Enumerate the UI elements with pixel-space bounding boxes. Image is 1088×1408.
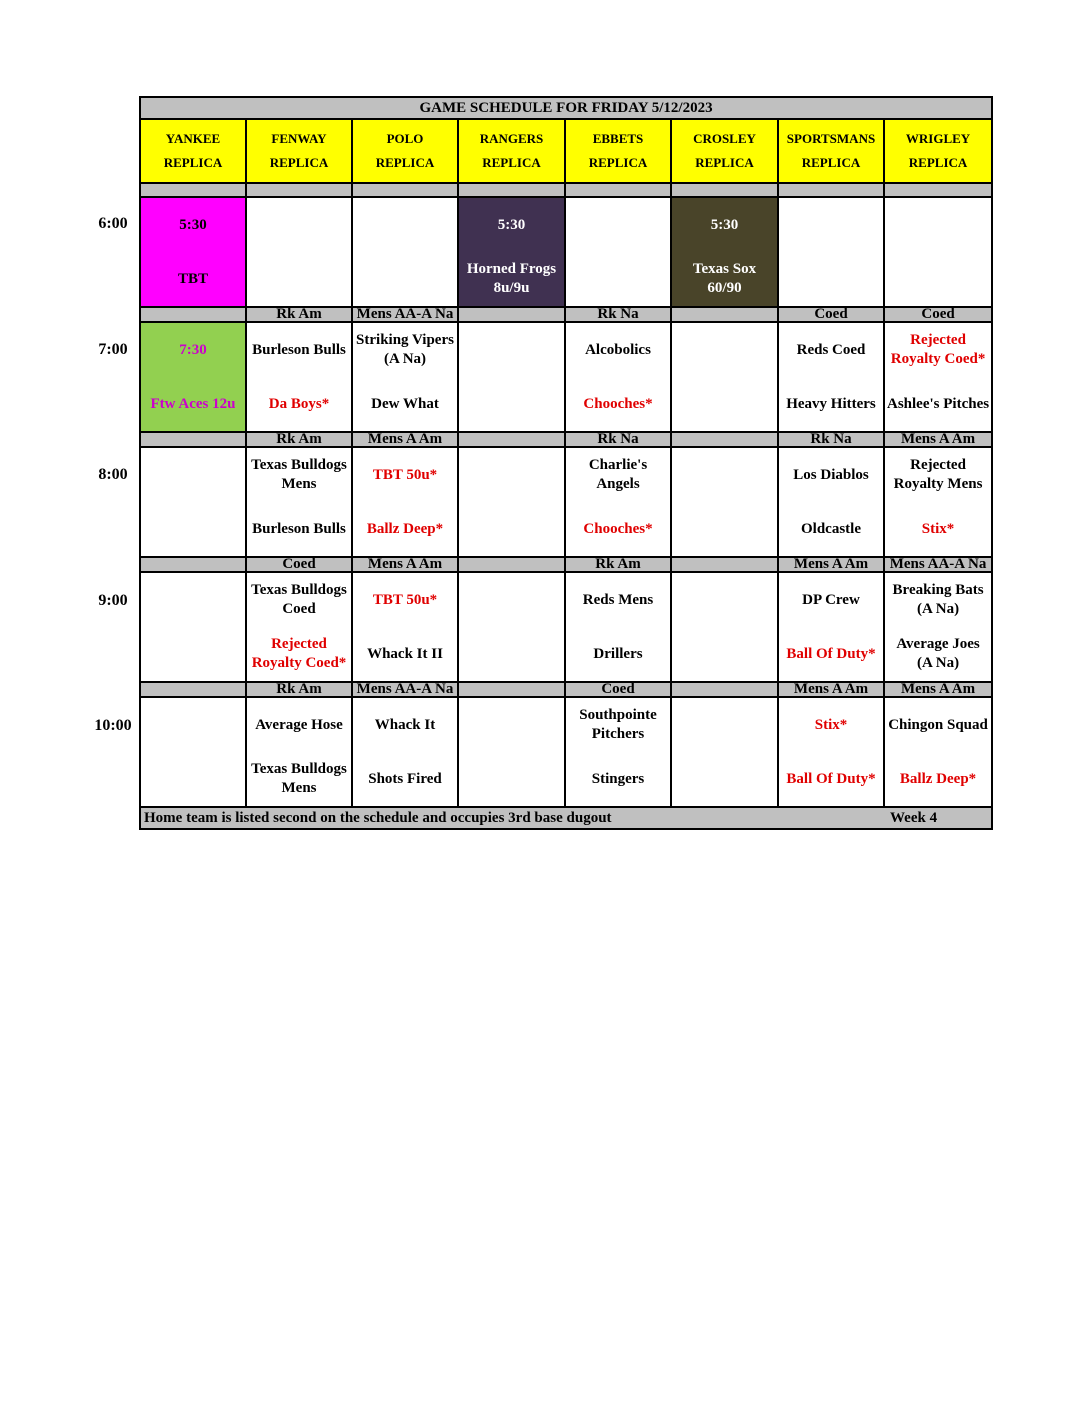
empty-cell xyxy=(458,322,565,432)
empty-cell xyxy=(884,197,992,307)
game-cell: Reds Coed Heavy Hitters xyxy=(778,322,884,432)
field-header-wrigley: WRIGLEY REPLICA xyxy=(884,119,992,183)
field-header-polo: POLO REPLICA xyxy=(352,119,458,183)
game-cell: Average Hose Texas Bulldogs Mens xyxy=(246,697,352,807)
week-label: Week 4 xyxy=(890,809,938,826)
empty-cell xyxy=(352,197,458,307)
slot-row-600 xyxy=(140,197,992,307)
empty-cell xyxy=(671,572,778,682)
field-header-fenway: FENWAY REPLICA xyxy=(246,119,352,183)
game-cell: Alcobolics Chooches* xyxy=(565,322,671,432)
empty-cell xyxy=(671,697,778,807)
division-row: Rk Am Mens A Am Rk Na Rk Na Mens A Am xyxy=(140,432,992,447)
footer xyxy=(140,807,992,829)
empty-cell xyxy=(458,697,565,807)
empty-cell xyxy=(458,447,565,557)
game-cell: Southpointe Pitchers Stingers xyxy=(565,697,671,807)
time-label: 10:00 xyxy=(94,717,132,734)
game-cell: Reds Mens Drillers xyxy=(565,572,671,682)
slot-row-900 xyxy=(140,572,992,682)
game-cell: Whack It Shots Fired xyxy=(352,697,458,807)
game-cell: DP Crew Ball Of Duty* xyxy=(778,572,884,682)
game-cell: Charlie's Angels Chooches* xyxy=(565,447,671,557)
empty-cell xyxy=(671,322,778,432)
slot-row-700 xyxy=(140,322,992,432)
division-row: Rk Am Mens AA-A Na Coed Mens A Am Mens A Am xyxy=(140,682,992,697)
empty-cell xyxy=(246,197,352,307)
game-cell: 7:30 Ftw Aces 12u xyxy=(140,322,246,432)
field-header-yankee: YANKEE REPLICA xyxy=(140,119,246,183)
game-cell: Texas Bulldogs Coed Rejected Royalty Coed* xyxy=(246,572,352,682)
division-row: Coed Mens A Am Rk Am Mens A Am Mens AA-A Na xyxy=(140,557,992,572)
slot-row-1000 xyxy=(140,697,992,807)
empty-cell xyxy=(565,197,671,307)
divider-row xyxy=(140,183,992,197)
game-cell: 5:30 Horned Frogs 8u/9u xyxy=(458,197,565,307)
empty-cell xyxy=(671,447,778,557)
time-label: 6:00 xyxy=(98,215,128,232)
time-label: 9:00 xyxy=(98,592,128,609)
empty-cell xyxy=(140,447,246,557)
game-cell: TBT 50u* Whack It II xyxy=(352,572,458,682)
field-header-rangers: RANGERS REPLICA xyxy=(458,119,565,183)
game-cell: Striking Vipers (A Na) Dew What xyxy=(352,322,458,432)
time-label: 7:00 xyxy=(98,341,128,358)
empty-cell xyxy=(458,572,565,682)
game-cell: 5:30 TBT xyxy=(140,197,246,307)
time-label: 8:00 xyxy=(98,466,128,483)
empty-cell xyxy=(778,197,884,307)
game-cell: TBT 50u* Ballz Deep* xyxy=(352,447,458,557)
empty-cell xyxy=(140,572,246,682)
game-cell: Stix* Ball Of Duty* xyxy=(778,697,884,807)
schedule-title: GAME SCHEDULE FOR FRIDAY 5/12/2023 xyxy=(140,97,992,119)
game-cell: Breaking Bats (A Na) Average Joes (A Na) xyxy=(884,572,992,682)
division-row: Rk Am Mens AA-A Na Rk Na Coed Coed xyxy=(140,307,992,322)
game-cell: 5:30 Texas Sox 60/90 xyxy=(671,197,778,307)
game-cell: Burleson Bulls Da Boys* xyxy=(246,322,352,432)
field-header-ebbets: EBBETS REPLICA xyxy=(565,119,671,183)
game-cell: Chingon Squad Ballz Deep* xyxy=(884,697,992,807)
home-team-note: Home team is listed second on the schedule and occupies 3rd base dugout xyxy=(144,809,612,826)
field-header-crosley: CROSLEY REPLICA xyxy=(671,119,778,183)
game-cell: Los Diablos Oldcastle xyxy=(778,447,884,557)
game-cell: Rejected Royalty Coed* Ashlee's Pitches xyxy=(884,322,992,432)
game-cell: Rejected Royalty Mens Stix* xyxy=(884,447,992,557)
empty-cell xyxy=(140,697,246,807)
game-cell: Texas Bulldogs Mens Burleson Bulls xyxy=(246,447,352,557)
schedule-table xyxy=(139,96,993,830)
field-header-sportsmans: SPORTSMANS REPLICA xyxy=(778,119,884,183)
slot-row-800 xyxy=(140,447,992,557)
